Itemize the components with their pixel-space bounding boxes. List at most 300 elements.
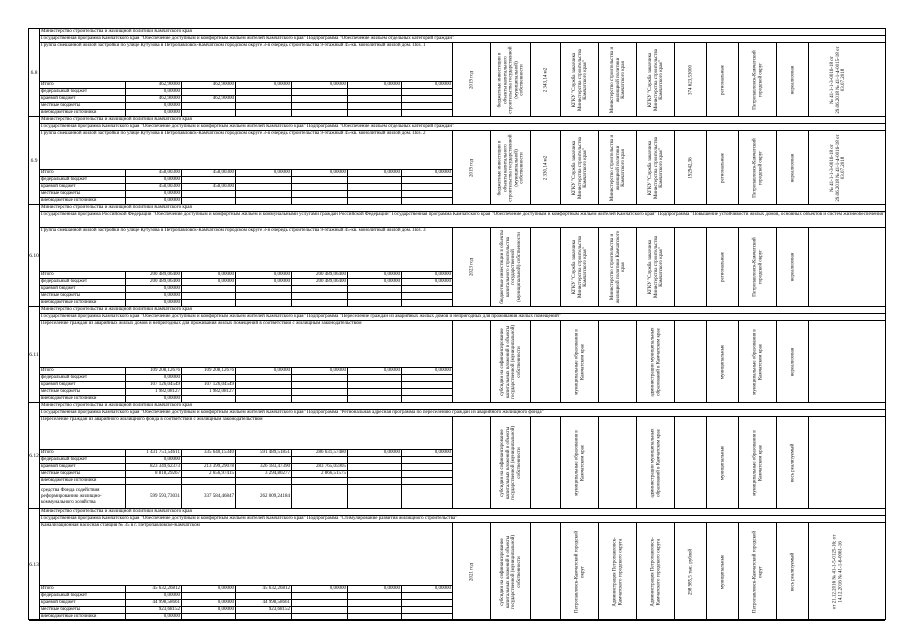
attribute-cell <box>598 43 636 116</box>
amount-cell <box>292 96 348 103</box>
amount-cell <box>292 457 348 464</box>
attribute-text: КГКУ "Служба заказчика Министерства строительства Камчатского края" <box>571 48 588 111</box>
section-6-11 <box>29 307 885 403</box>
amount-cell: 2 866,51575 <box>292 471 348 478</box>
amount-cell <box>292 600 348 607</box>
section-number: 6.11 <box>29 307 40 402</box>
attribute-cell <box>530 523 560 620</box>
attribute-cell <box>706 523 738 620</box>
amount-cell <box>402 471 453 478</box>
amount-cell <box>236 593 292 600</box>
amount-cell: 109 208,12676 <box>182 368 236 375</box>
object-title: Переселение граждан из аварийных жилых домов и непригодных для проживания жилых помещений в соответствии с жилищным законодательством <box>41 321 362 326</box>
amount-cell <box>292 614 348 621</box>
amount-cell: 109 208,12676 <box>126 368 182 375</box>
attribute-cell <box>560 131 598 204</box>
amount-cell: 0,00000 <box>182 586 236 593</box>
amount-cell <box>292 375 348 382</box>
amount-cell: 462,90000 <box>182 96 236 103</box>
amount-cell: 107 126,04549 <box>126 382 182 389</box>
amount-cell <box>182 191 236 198</box>
attributes-columns <box>452 228 885 306</box>
amount-cell: 200 489,06400 <box>126 279 182 286</box>
amount-cell <box>292 607 348 614</box>
row-label: Итого <box>40 272 126 279</box>
table-row <box>40 103 453 110</box>
amount-cell <box>348 382 402 389</box>
table-row <box>40 198 453 205</box>
attribute-text: нереализован <box>789 153 795 182</box>
section-number: 6.13 <box>29 509 40 620</box>
amount-cell <box>402 293 453 300</box>
row-label: местные бюджеты <box>40 471 126 478</box>
row-label: внебюджетные источники <box>40 198 126 205</box>
amount-cell: 0,00000 <box>182 607 236 614</box>
amount-cell <box>402 396 453 403</box>
amount-cell: 462,90000 <box>126 96 182 103</box>
row-label: местные бюджеты <box>40 293 126 300</box>
amount-cell: 44 998,58661 <box>236 600 292 607</box>
attribute-text: Министерство строительства и жилищной политики Камчатского края <box>609 46 626 113</box>
amount-cell: 0,00000 <box>126 198 182 205</box>
amount-cell: 591 489,51851 <box>236 450 292 457</box>
attribute-text: муниципальные <box>719 554 725 589</box>
attribute-text: нереализован <box>789 65 795 94</box>
attribute-cell <box>808 43 867 116</box>
amount-cell: 0,00000 <box>402 82 453 89</box>
attribute-text: от 21.12.2016 № 41-1-5-0125-16; от 14.12.2016 № 41-1-6-0061-16 <box>832 534 843 609</box>
amount-cell: 337 584,46847 <box>182 485 236 509</box>
row-label: Итого <box>40 82 126 89</box>
attribute-text: 2023 год <box>468 257 474 277</box>
row-label: федеральный бюджет <box>40 375 126 382</box>
amount-cell <box>292 89 348 96</box>
amount-cell: 1 431 751,54611 <box>126 450 182 457</box>
amount-cell: 0,00000 <box>126 457 182 464</box>
attribute-cell <box>738 228 776 306</box>
amount-cell: 0,00000 <box>292 586 348 593</box>
attribute-cell <box>636 523 674 620</box>
amount-cell <box>236 110 292 117</box>
attribute-cell <box>674 131 706 204</box>
attribute-text: КГКУ "Служба заказчика Министерства строительства Камчатского края" <box>571 136 588 199</box>
attribute-cell <box>490 228 530 306</box>
amount-cell <box>236 184 292 191</box>
attribute-cell <box>706 321 738 402</box>
attribute-text: 2019 год <box>468 70 474 89</box>
amount-cell <box>348 464 402 471</box>
amount-cell <box>182 293 236 300</box>
attribute-text: КГКУ "Служба заказчика Министерства строительства Камчатского края" <box>647 236 664 299</box>
table-row <box>40 293 453 300</box>
amount-cell <box>236 457 292 464</box>
attribute-text: Министерство строительства и жилищной политики Камчатского края <box>609 134 626 201</box>
attribute-text: нереализован <box>789 252 795 282</box>
amount-cell <box>348 191 402 198</box>
table-row <box>40 485 453 509</box>
amount-cell <box>348 457 402 464</box>
row-label: внебюджетные источники <box>40 110 126 117</box>
amount-cell <box>292 389 348 396</box>
amount-cell <box>402 485 453 509</box>
row-label: краевой бюджет <box>40 382 126 389</box>
attributes-columns <box>452 523 885 620</box>
attribute-cell <box>452 131 490 204</box>
amount-cell <box>182 89 236 96</box>
amount-cell: 0,00000 <box>126 293 182 300</box>
row-label: внебюджетные источники <box>40 300 126 307</box>
attribute-cell <box>530 321 560 402</box>
row-label: Итого <box>40 450 126 457</box>
attribute-cell <box>808 321 867 402</box>
amount-cell <box>402 286 453 293</box>
amount-cell <box>292 300 348 307</box>
attribute-cell <box>452 228 490 306</box>
amount-cell: 286 631,57480 <box>292 450 348 457</box>
amount-cell: 44 998,58661 <box>126 600 182 607</box>
attribute-cell <box>808 417 867 508</box>
ministry-line: Министерство строительства и жилищной политики Камчатского края <box>39 403 885 410</box>
section-number: 6.12 <box>29 403 40 508</box>
table-row <box>40 375 453 382</box>
attributes-columns <box>452 321 885 402</box>
amount-cell <box>292 198 348 205</box>
attribute-cell <box>738 417 776 508</box>
row-label: внебюджетные источники <box>40 478 126 485</box>
table-row <box>40 457 453 464</box>
attribute-cell <box>674 321 706 402</box>
financing-table <box>39 271 453 307</box>
attribute-text: Петропавловск-Камчатский городской округ <box>574 530 585 613</box>
attribute-cell <box>674 417 706 508</box>
amount-cell: 0,00000 <box>126 177 182 184</box>
amount-cell: 599 593,73031 <box>126 485 182 509</box>
amount-cell: 0,00000 <box>236 170 292 177</box>
attribute-text: администрации муниципальных образований в Камчатском крае <box>650 427 661 498</box>
row-label: Итого <box>40 586 126 593</box>
attribute-text: 298 985,5 тыс. рублей <box>687 548 693 595</box>
table-row <box>40 368 453 375</box>
attribute-cell <box>776 43 808 116</box>
row-label: федеральный бюджет <box>40 177 126 184</box>
amount-cell: 923,68152 <box>236 607 292 614</box>
amount-cell <box>348 103 402 110</box>
ministry-line: Министерство строительства и жилищной политики Камчатского края <box>39 29 885 36</box>
amount-cell: 0,00000 <box>402 272 453 279</box>
attribute-text: администрации муниципальных образований в Камчатском крае <box>650 326 661 397</box>
row-label: внебюджетные источники <box>40 396 126 403</box>
amount-cell <box>236 96 292 103</box>
amount-cell: 200 489,06400 <box>126 272 182 279</box>
amount-cell <box>182 478 236 485</box>
row-label: федеральный бюджет <box>40 89 126 96</box>
attribute-text: региональные <box>719 152 725 183</box>
amount-cell <box>292 177 348 184</box>
row-label: федеральный бюджет <box>40 593 126 600</box>
amount-cell <box>348 375 402 382</box>
table-row <box>40 184 453 191</box>
amount-cell <box>182 396 236 403</box>
amount-cell <box>182 103 236 110</box>
table-row <box>40 382 453 389</box>
program-line: Государственная программа Российской Федерации "Обеспечение доступным и комфортным жильем и коммунальными услугами граждан Российской Федерации" Государственная программа Камчатского края "Обеспечение доступным и комфортным жильем жителей Камчатского края" Подпрограмма "Повышение устойчивости жилых домов, основных объектов и систем жизнеобеспечения" <box>39 212 885 228</box>
amount-cell: 458,00300 <box>182 170 236 177</box>
attribute-text: муниципальные образования в Камчатском крае <box>574 429 585 496</box>
amount-cell: 0,00000 <box>126 300 182 307</box>
attribute-text: 2 330,14 м2 <box>542 155 548 180</box>
attribute-cell <box>452 523 490 620</box>
amount-cell: 213 399,29078 <box>182 464 236 471</box>
table-row <box>40 110 453 117</box>
attribute-cell <box>776 523 808 620</box>
amount-cell <box>402 300 453 307</box>
amount-cell: 3 294,80277 <box>236 471 292 478</box>
amount-cell <box>402 184 453 191</box>
amount-cell: 0,00000 <box>402 170 453 177</box>
attribute-cell <box>490 523 530 620</box>
attribute-cell <box>490 321 530 402</box>
financing-table <box>39 169 453 205</box>
attribute-text: муниципальные образования в Камчатском крае <box>752 328 763 395</box>
ministry-line: Министерство строительства и жилищной политики Камчатского края <box>39 509 885 516</box>
attribute-text: КГКУ "Служба заказчика Министерства строительства Камчатского края" <box>647 136 664 199</box>
attributes-columns <box>452 43 885 116</box>
amount-cell <box>182 457 236 464</box>
attribute-text: субсидии на софинансирование капитальных вложений в объекты государственной (муниципальной) собственности <box>499 324 521 399</box>
amount-cell: 0,00000 <box>126 89 182 96</box>
amount-cell <box>402 110 453 117</box>
table-row <box>40 471 453 478</box>
amount-cell <box>348 184 402 191</box>
attribute-cell <box>560 43 598 116</box>
amount-cell <box>236 89 292 96</box>
amount-cell <box>292 382 348 389</box>
amount-cell <box>236 614 292 621</box>
amount-cell: 283 765,05905 <box>292 464 348 471</box>
attribute-cell <box>530 43 560 116</box>
attribute-cell <box>530 131 560 204</box>
row-label: местные бюджеты <box>40 389 126 396</box>
attribute-text: КГКУ "Служба заказчика Министерства строительства Камчатского края" <box>647 48 664 111</box>
attribute-text: весь реализуемый <box>789 552 795 591</box>
amount-cell: 2 656,97415 <box>182 471 236 478</box>
amount-cell: 0,00000 <box>292 368 348 375</box>
amount-cell <box>402 375 453 382</box>
amount-cell: 45 632,26812 <box>236 586 292 593</box>
table-row <box>40 607 453 614</box>
attribute-cell <box>706 228 738 306</box>
attribute-cell <box>490 417 530 508</box>
amount-cell <box>402 600 453 607</box>
amount-cell: 326 183,47390 <box>236 464 292 471</box>
section-6-8 <box>29 29 885 117</box>
attribute-cell <box>530 417 560 508</box>
program-line: Государственная программа Камчатского края "Обеспечение доступным и комфортным жильем жителей Камчатского края" Подпрограмма "Обеспечение жильем отдельных категорий граждан" <box>39 124 885 131</box>
amount-cell <box>236 389 292 396</box>
amount-cell <box>236 300 292 307</box>
amount-cell <box>402 96 453 103</box>
attribute-text: 2 343,14 м2 <box>542 67 548 92</box>
amount-cell <box>236 286 292 293</box>
attribute-cell <box>560 321 598 402</box>
amount-cell <box>182 198 236 205</box>
amount-cell: 923,68152 <box>126 607 182 614</box>
amount-cell: 0,00000 <box>292 170 348 177</box>
attribute-text: Петропавловск-Камчатский городской округ <box>752 49 763 110</box>
amount-cell: 0,00000 <box>402 368 453 375</box>
amount-cell: 823 349,62373 <box>126 464 182 471</box>
amount-cell <box>402 177 453 184</box>
table-row <box>40 600 453 607</box>
attribute-cell <box>674 523 706 620</box>
amount-cell <box>402 478 453 485</box>
attribute-text: бюджетные инвестиции в объекты капитального строительства государственной (муниципальной) собственности <box>496 133 524 202</box>
amount-cell <box>402 89 453 96</box>
amount-cell: 0,00000 <box>348 279 402 286</box>
amount-cell <box>292 110 348 117</box>
amount-cell <box>292 191 348 198</box>
attribute-cell <box>598 321 636 402</box>
amount-cell <box>292 184 348 191</box>
table-row <box>40 593 453 600</box>
amount-cell <box>236 478 292 485</box>
section-6-12 <box>29 403 885 509</box>
amount-cell: 1 982,08127 <box>126 389 182 396</box>
attribute-cell <box>636 417 674 508</box>
attribute-cell <box>598 228 636 306</box>
amount-cell: 0,00000 <box>126 375 182 382</box>
amount-cell <box>182 177 236 184</box>
attribute-text: муниципальные образования в Камчатском крае <box>574 328 585 395</box>
amount-cell: 0,00000 <box>348 170 402 177</box>
amount-cell <box>236 103 292 110</box>
amount-cell: 1 982,08127 <box>182 389 236 396</box>
attribute-text: нереализован <box>789 347 795 376</box>
amount-cell <box>292 103 348 110</box>
amount-cell: 462,90000 <box>182 82 236 89</box>
amount-cell: 0,00000 <box>126 593 182 600</box>
attribute-text: Петропавловск-Камчатский городской округ <box>752 237 763 297</box>
ministry-line: Министерство строительства и жилищной политики Камчатского края <box>39 205 885 212</box>
attribute-cell <box>776 228 808 306</box>
attribute-text: субсидии на софинансирование капитальных вложений в объекты государственной (муниципальной) собственности <box>499 425 521 500</box>
attribute-cell <box>598 131 636 204</box>
attribute-cell <box>738 523 776 620</box>
amount-cell: 200 489,06400 <box>292 279 348 286</box>
attribute-cell <box>490 43 530 116</box>
financing-table <box>39 367 453 403</box>
attribute-text: весь реализуемый <box>789 443 795 482</box>
attribute-cell <box>674 228 706 306</box>
amount-cell <box>348 614 402 621</box>
amount-cell <box>126 478 182 485</box>
attribute-text: КГКУ "Служба заказчика Министерства строительства Камчатского края" <box>571 236 588 299</box>
attribute-text: региональные <box>719 252 725 282</box>
amount-cell: 0,00000 <box>348 82 402 89</box>
amount-cell: 0,00000 <box>348 450 402 457</box>
amount-cell <box>402 607 453 614</box>
amount-cell: 0,00000 <box>126 614 182 621</box>
attribute-cell <box>636 228 674 306</box>
attribute-text: региональные <box>719 64 725 95</box>
table-row <box>40 82 453 89</box>
row-label: Итого <box>40 170 126 177</box>
object-title: Канализационная насосная станция № 35 в г. Петропавловске-Камчатском <box>41 523 200 528</box>
amount-cell: 0,00000 <box>126 286 182 293</box>
attribute-cell <box>598 523 636 620</box>
amount-cell <box>236 198 292 205</box>
row-label: краевой бюджет <box>40 96 126 103</box>
row-label: краевой бюджет <box>40 286 126 293</box>
row-label: внебюджетные источники <box>40 614 126 621</box>
amount-cell <box>182 300 236 307</box>
attribute-cell <box>560 228 598 306</box>
table-row <box>40 170 453 177</box>
program-line: Государственная программа Камчатского края "Обеспечение доступным и комфортным жильем жителей Камчатского края" Подпрограмма "Переселение граждан из аварийных жилых домов и непригодных для проживания жилых помещений" <box>39 314 885 321</box>
attribute-text: Администрация Петропавловск-Камчатского городского округа <box>650 536 661 607</box>
program-line: Государственная программа Камчатского края "Обеспечение доступным и комфортным жильем жителей Камчатского края" Подпрограмма "Стимулирование развития жилищного строительства" <box>39 516 885 523</box>
amount-cell <box>348 89 402 96</box>
amount-cell <box>402 457 453 464</box>
attribute-text: Министерство строительства и жилищной политики Камчатского края <box>609 230 626 304</box>
table-row <box>40 177 453 184</box>
attribute-cell <box>598 417 636 508</box>
attribute-cell <box>706 131 738 204</box>
attributes-columns <box>452 417 885 508</box>
attribute-cell <box>490 131 530 204</box>
amount-cell <box>292 593 348 600</box>
amount-cell <box>402 593 453 600</box>
financing-table <box>39 585 453 621</box>
amount-cell <box>236 293 292 300</box>
attribute-cell <box>776 417 808 508</box>
amount-cell: 0,00000 <box>126 110 182 117</box>
amount-cell: 45 632,26812 <box>126 586 182 593</box>
row-label: краевой бюджет <box>40 464 126 471</box>
amount-cell <box>182 110 236 117</box>
amount-cell <box>182 286 236 293</box>
attribute-cell <box>738 131 776 204</box>
table-row <box>40 286 453 293</box>
table-row <box>40 614 453 621</box>
amount-cell <box>236 375 292 382</box>
row-label: федеральный бюджет <box>40 279 126 286</box>
table-row <box>40 464 453 471</box>
amount-cell: 8 818,29267 <box>126 471 182 478</box>
table-row <box>40 89 453 96</box>
amount-cell: 335 640,15340 <box>182 450 236 457</box>
amount-cell: 462,90000 <box>126 82 182 89</box>
attribute-text: Петропавловск-Камчатский городской округ <box>752 137 763 198</box>
row-label: Итого <box>40 368 126 375</box>
row-label: местные бюджеты <box>40 607 126 614</box>
amount-cell: 262 009,24184 <box>236 485 292 509</box>
attribute-cell <box>738 43 776 116</box>
amount-cell <box>348 110 402 117</box>
amount-cell <box>348 300 402 307</box>
table-row <box>40 396 453 403</box>
amount-cell <box>236 396 292 403</box>
table-row <box>40 279 453 286</box>
amount-cell <box>182 375 236 382</box>
amount-cell: 0,00000 <box>236 82 292 89</box>
amount-cell <box>236 382 292 389</box>
attribute-cell <box>452 417 490 508</box>
attribute-cell <box>738 321 776 402</box>
section-number: 6.8 <box>29 29 40 116</box>
attribute-cell <box>560 417 598 508</box>
document-page <box>28 28 886 620</box>
